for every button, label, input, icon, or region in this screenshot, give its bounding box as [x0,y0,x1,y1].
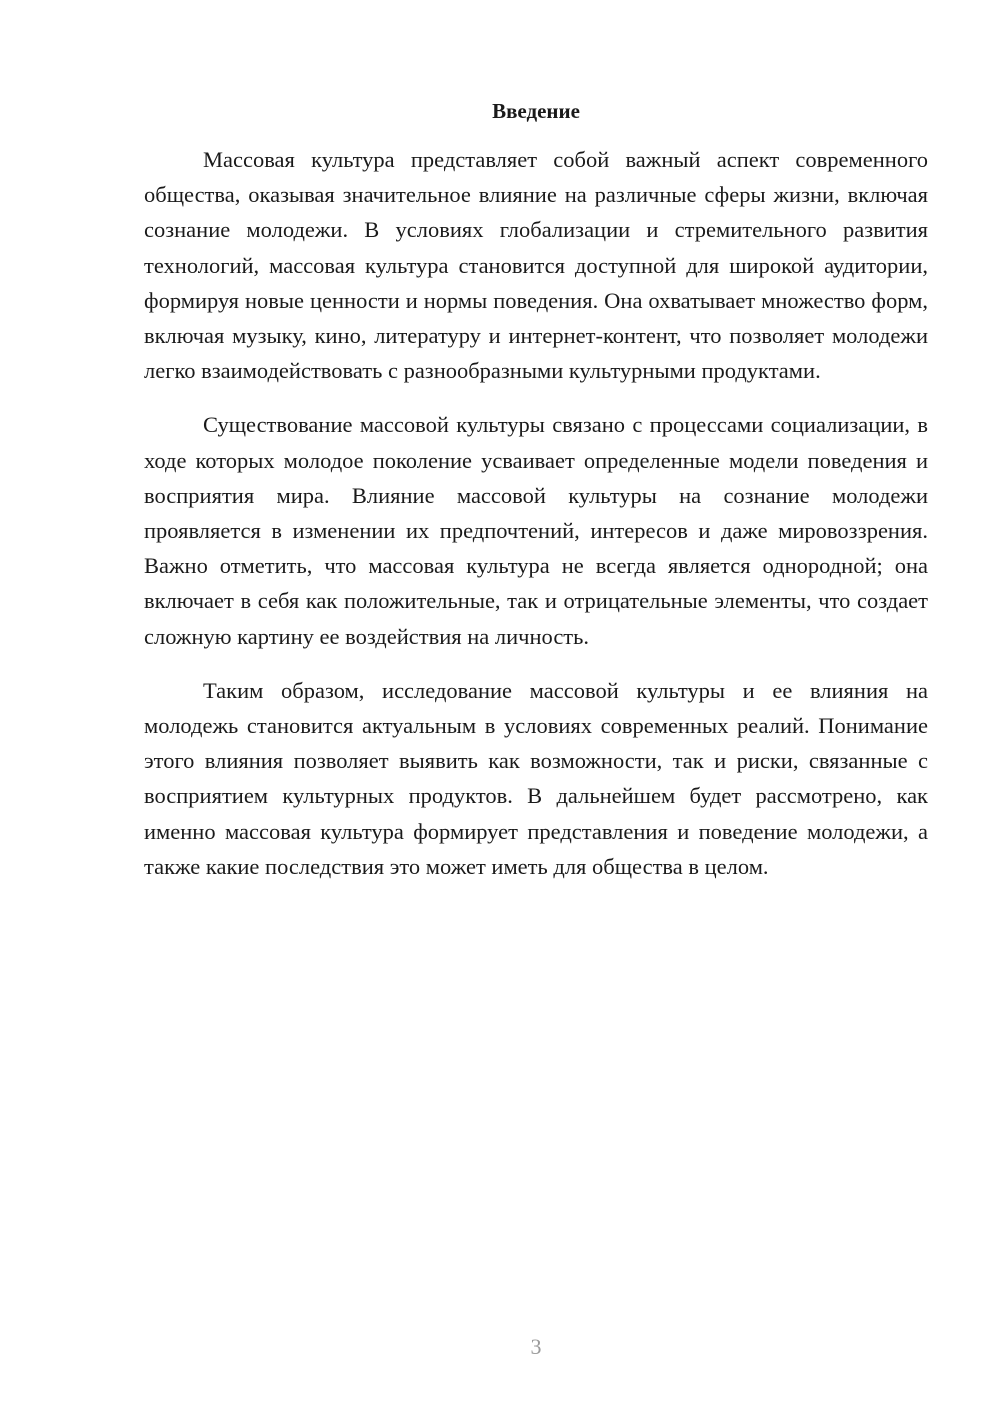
page-number: 3 [530,1334,542,1359]
paragraph-1: Массовая культура представляет собой важный аспект современного общества, оказывая значительное влияние на различные сферы жизни, включая сознание молодежи. В условиях глобализации и стремительного развития технологий, массовая культура становится доступной для широкой аудитории, формируя новые ценности и нормы поведения. Она охватывает множество форм, включая музыку, кино, литературу и интернет-контент, что позволяет молодежи легко взаимодействовать с разнообразными культурными продуктами. [144,147,928,384]
paragraph-3: Таким образом, исследование массовой культуры и ее влияния на молодежь становится актуальным в условиях современных реалий. Понимание этого влияния позволяет выявить как возможности, так и риски, связанные с восприятием культурных продуктов. В дальнейшем будет рассмотрено, как именно массовая культура формирует представления и поведение молодежи, а также какие последствия это может иметь для общества в целом. [144,677,928,879]
section-title: Введение [492,99,580,123]
paragraph-2: Существование массовой культуры связано с процессами социализации, в ходе которых молодое поколение усваивает определенные модели поведения и восприятия мира. Влияние массовой культуры на сознание молодежи проявляется в изменении их предпочтений, интересов и даже мировоззрения. Важно отметить, что массовая культура не всегда является однородной; она включает в себя как положительные, так и отрицательные элементы, что создает сложную картину ее воздействия на личность. [144,412,928,649]
body-text [144,142,928,903]
